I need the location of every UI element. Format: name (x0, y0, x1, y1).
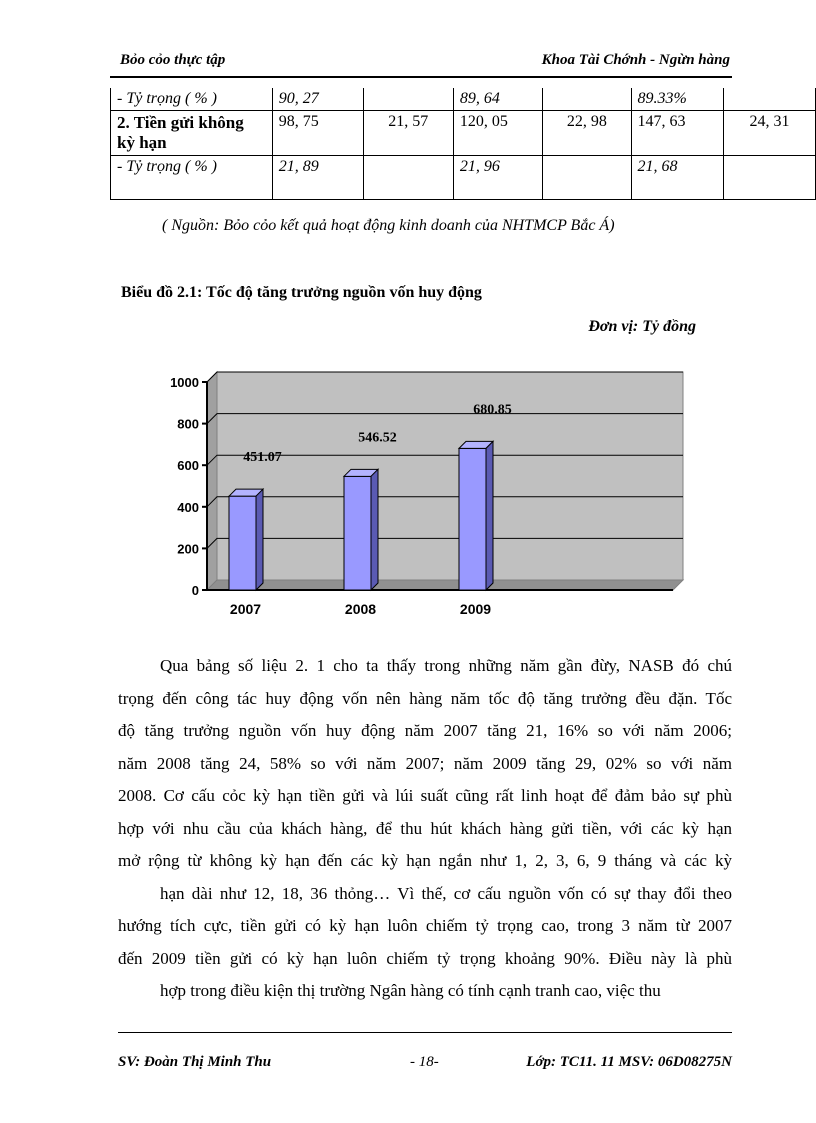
body-paragraph (118, 650, 732, 1008)
row-label: - Tỷ trọng ( % ) (111, 88, 273, 111)
table-row (111, 156, 816, 200)
table-cell: 98, 75 (272, 111, 363, 156)
body-line: độ tăng trưởng nguồn vốn huy động năm 2007 tăng 21, 16% so với năm 2006; (118, 721, 732, 740)
y-tick-label: 1000 (170, 375, 199, 390)
x-tick-label: 2009 (459, 601, 492, 617)
table-cell: 21, 68 (631, 156, 723, 200)
row-label: - Tỷ trọng ( % ) (111, 156, 273, 200)
table-cell (543, 156, 631, 200)
table-cell (543, 88, 631, 111)
body-line: hợp trong điều kiện thị trường Ngân hàng có tính cạnh tranh cao, việc thu (160, 981, 661, 1000)
x-tick-label: 2007 (229, 601, 262, 617)
plot-side-wall (207, 372, 217, 590)
data-label: 546.52 (358, 430, 397, 446)
table-cell: 22, 98 (543, 111, 631, 156)
bar-side (256, 489, 263, 590)
bar (229, 496, 256, 590)
table-cell (363, 88, 453, 111)
table-cell (723, 156, 815, 200)
footer-student: SV: Đoàn Thị Minh Thu (118, 1054, 272, 1070)
body-line: 2008. Cơ cấu cỏc kỳ hạn tiền gửi và lúi suất cũng rất linh hoạt để đảm bảo sự phù (118, 786, 732, 805)
header-divider (110, 76, 732, 78)
plot-floor (207, 580, 683, 590)
footer-divider (118, 1032, 732, 1033)
bar-side (371, 469, 378, 590)
table-cell: 90, 27 (272, 88, 363, 111)
table-cell: 21, 57 (363, 111, 453, 156)
table-row (111, 88, 816, 111)
source-note: ( Nguồn: Bỏo cỏo kết quả hoạt động kinh doanh của NHTMCP Bắc Á) (162, 217, 615, 234)
header-left: Bỏo cỏo thực tập (120, 52, 226, 68)
table-cell: 147, 63 (631, 111, 723, 156)
data-table (110, 88, 816, 200)
y-tick-label: 0 (191, 583, 199, 598)
body-line: đến 2009 tiền gửi có kỳ hạn luôn chiếm tỷ trọng khoảng 90%. Điều này là phù (118, 948, 732, 968)
body-line: hợp với nhu cầu của khách hàng, để thu hút khách hàng gửi tiền, với các kỳ hạn (118, 818, 732, 838)
bar-chart (150, 365, 690, 625)
y-tick-label: 800 (177, 416, 199, 432)
chart-title: Biểu đồ 2.1: Tốc độ tăng trưởng nguồn vốn huy động (121, 284, 482, 301)
y-tick-label: 600 (177, 458, 199, 474)
data-label: 680.85 (473, 402, 512, 418)
bar (344, 476, 371, 590)
y-tick-label: 200 (177, 541, 199, 557)
bar (459, 448, 486, 590)
body-line: mở rộng từ không kỳ hạn đến các kỳ hạn ngắn như 1, 2, 3, 6, 9 tháng và các kỳ (118, 851, 732, 870)
body-line: Qua bảng số liệu 2. 1 cho ta thấy trong những năm gần đừy, NASB đó chú (160, 656, 732, 675)
y-tick-label: 400 (177, 499, 199, 515)
x-tick-label: 2008 (344, 601, 377, 617)
data-label: 451.07 (243, 450, 282, 466)
table-cell (723, 88, 815, 111)
body-line: trọng đến công tác huy động vốn nên hàng năm tốc độ tăng trưởng đều đặn. Tốc (118, 688, 732, 708)
table-cell: 89, 64 (453, 88, 543, 111)
footer-class: Lớp: TC11. 11 MSV: 06D08275N (526, 1054, 732, 1070)
header-right: Khoa Tài Chớnh - Ngừn hàng (541, 52, 730, 68)
table-cell (363, 156, 453, 200)
page-number: - 18- (410, 1054, 439, 1070)
table-cell: 21, 89 (272, 156, 363, 200)
row-label: 2. Tiền gửi không kỳ hạn (111, 111, 273, 156)
unit-label: Đơn vị: Tỷ đồng (588, 318, 696, 335)
bar-side (486, 441, 493, 590)
body-line: năm 2008 tăng 24, 58% so với năm 2007; năm 2009 tăng 29, 02% so với năm (118, 753, 732, 773)
body-line: hạn dài như 12, 18, 36 thỏng… Vì thế, cơ cấu nguồn vốn có sự thay đổi theo (160, 883, 732, 903)
table-cell: 21, 96 (453, 156, 543, 200)
plot-back-wall (217, 372, 683, 580)
table-cell: 120, 05 (453, 111, 543, 156)
table-cell: 24, 31 (723, 111, 815, 156)
table-row (111, 111, 816, 156)
body-line: hướng tích cực, tiền gửi có kỳ hạn luôn chiếm tỷ trọng cao, trong 3 năm từ 2007 (118, 916, 732, 935)
table-cell: 89.33% (631, 88, 723, 111)
